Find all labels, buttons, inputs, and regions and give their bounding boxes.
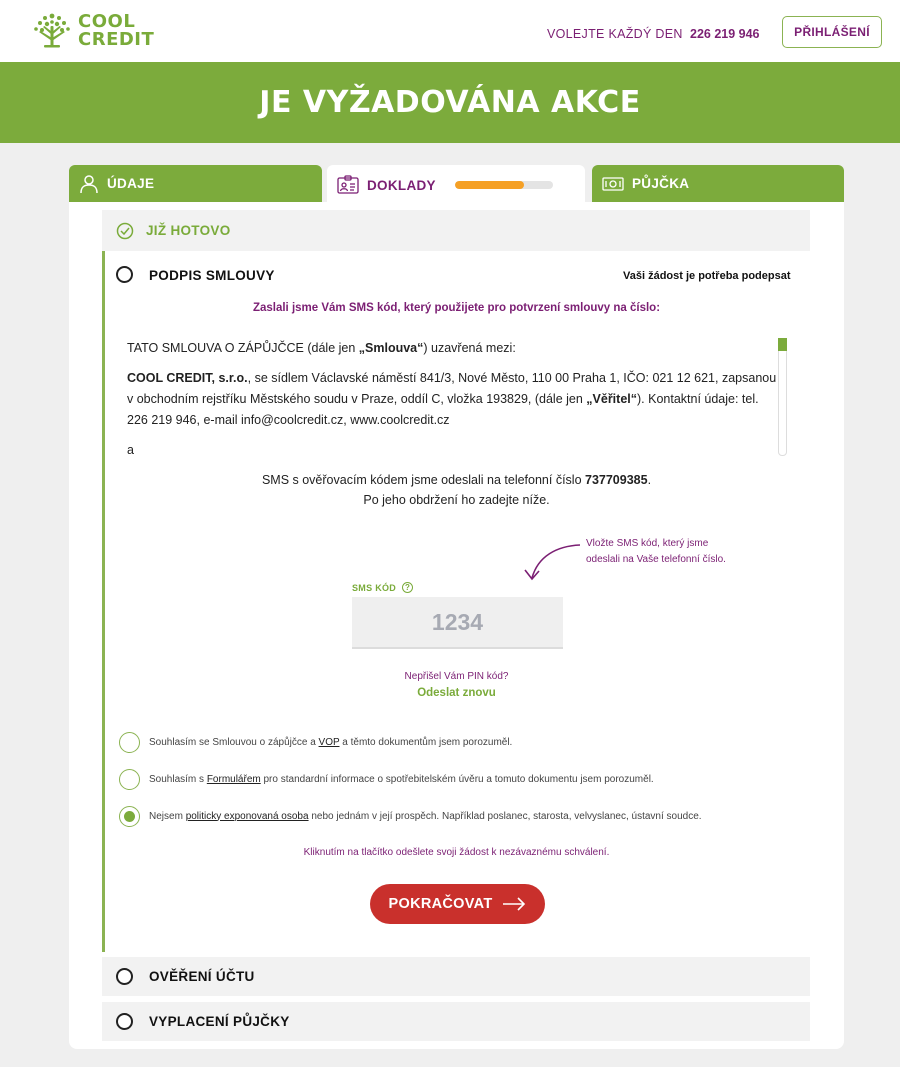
no-pin-text: Nepřišel Vám PIN kód? — [404, 671, 509, 682]
form-link[interactable]: Formulářem — [206, 773, 261, 785]
consent-form[interactable] — [119, 768, 654, 790]
consent-terms[interactable] — [119, 731, 512, 753]
done-label: JIŽ HOTOVO — [146, 223, 231, 238]
sms-code-label: SMS KÓD ? — [352, 582, 413, 593]
consent-checkbox-checked[interactable] — [119, 806, 140, 827]
sign-note: Vaši žádost je potřeba podepsat — [623, 270, 791, 282]
curved-arrow-icon — [522, 542, 582, 584]
contract-scrollbar[interactable] — [778, 338, 787, 456]
arrow-right-icon — [502, 897, 526, 911]
contract-scroll-thumb[interactable] — [778, 338, 787, 351]
contract-text[interactable] — [127, 338, 777, 470]
tab-label: ÚDAJE — [107, 176, 155, 191]
resend-link[interactable]: Odeslat znovu — [417, 687, 496, 699]
tab-label: PŮJČKA — [632, 176, 690, 191]
sms-code-input[interactable] — [352, 597, 563, 649]
page-title: JE VYŽADOVÁNA AKCE — [259, 85, 641, 120]
contract-paragraph: a — [127, 443, 134, 457]
tab-label: DOKLADY — [367, 177, 436, 193]
contract-paragraph: TATO SMLOUVA O ZÁPŮJČCE (dále jen „Smlouva“) uzavřená mezi: — [127, 341, 516, 355]
done-section[interactable] — [102, 210, 810, 251]
progress-fill — [455, 181, 524, 189]
verify-account-section[interactable] — [102, 957, 810, 996]
consent-pep[interactable] — [119, 805, 702, 827]
sign-contract-title: PODPIS SMLOUVY — [149, 268, 275, 283]
continue-button[interactable]: POKRAČOVAT — [370, 884, 545, 924]
money-icon — [602, 175, 624, 193]
payout-section[interactable] — [102, 1002, 810, 1041]
application-card — [69, 202, 844, 1049]
id-card-icon — [337, 175, 359, 195]
top-bar — [0, 0, 900, 62]
logo[interactable] — [32, 11, 162, 51]
payout-radio — [116, 1013, 133, 1030]
phone-label: VOLEJTE KAŽDÝ DEN — [547, 27, 683, 41]
consent-checkbox[interactable] — [119, 732, 140, 753]
verify-account-title: OVĚŘENÍ ÚČTU — [149, 969, 255, 984]
sms-hint: Vložte SMS kód, který jsme odeslali na Vaše telefonní číslo. — [586, 538, 726, 565]
consent-text: Nejsem politicky exponovaná osoba nebo jednám v její prospěch. Například poslanec, starosta, velvyslanec, ústavní soudce. — [149, 810, 702, 822]
sign-contract-radio — [116, 266, 133, 283]
documents-progress-bar — [455, 181, 553, 189]
submit-note: Kliknutím na tlačítko odešlete svoji žádost k nezávaznému schválení. — [303, 847, 610, 858]
sms-info: SMS s ověřovacím kódem jsme odeslali na telefonní číslo 737709385. Po jeho obdržení ho zadejte níže. — [261, 473, 652, 507]
vop-link[interactable]: VOP — [318, 736, 340, 748]
user-icon — [79, 174, 99, 194]
phone-number[interactable]: 226 219 946 — [690, 27, 760, 41]
help-icon[interactable]: ? — [402, 582, 413, 593]
tab-pujcka[interactable] — [592, 165, 844, 202]
consent-text: Souhlasím s Formulářem pro standardní informace o spotřebitelském úvěru a tomuto dokumentu jsem porozuměl. — [149, 773, 654, 785]
contract-paragraph: COOL CREDIT, s.r.o., se sídlem Václavské náměstí 841/3, Nové Město, 110 00 Praha 1, IČO: 021 12 621, zapsanou v obchodním rejstříku Městského soudu v Praze, oddíl C, vložka 193829, (dále jen „Věřitel“). Kontaktní údaje: tel. 226 219 946, e-mail info@coolcredit.cz, www.coolcredit.cz — [127, 371, 777, 427]
tree-icon — [32, 11, 72, 51]
login-button[interactable]: PŘIHLÁŠENÍ — [782, 16, 882, 48]
pep-link[interactable]: politicky exponovaná osoba — [185, 810, 309, 822]
phone-number-target: 737709385 — [585, 473, 648, 487]
tab-udaje[interactable] — [69, 165, 322, 202]
consent-text: Souhlasím se Smlouvou o zápůjčce a VOP a těmto dokumentům jsem porozuměl. — [149, 736, 513, 748]
payout-title: VYPLACENÍ PŮJČKY — [149, 1014, 290, 1029]
verify-account-radio — [116, 968, 133, 985]
consent-checkbox[interactable] — [119, 769, 140, 790]
section-line — [102, 210, 105, 952]
sms-sent-text: Zaslali jsme Vám SMS kód, který použijete pro potvrzení smlouvy na číslo: — [252, 302, 661, 314]
check-circle-icon — [116, 222, 134, 240]
tab-doklady[interactable] — [327, 165, 585, 205]
action-required-banner — [0, 62, 900, 143]
logo-text: COOL CREDIT — [78, 11, 155, 50]
